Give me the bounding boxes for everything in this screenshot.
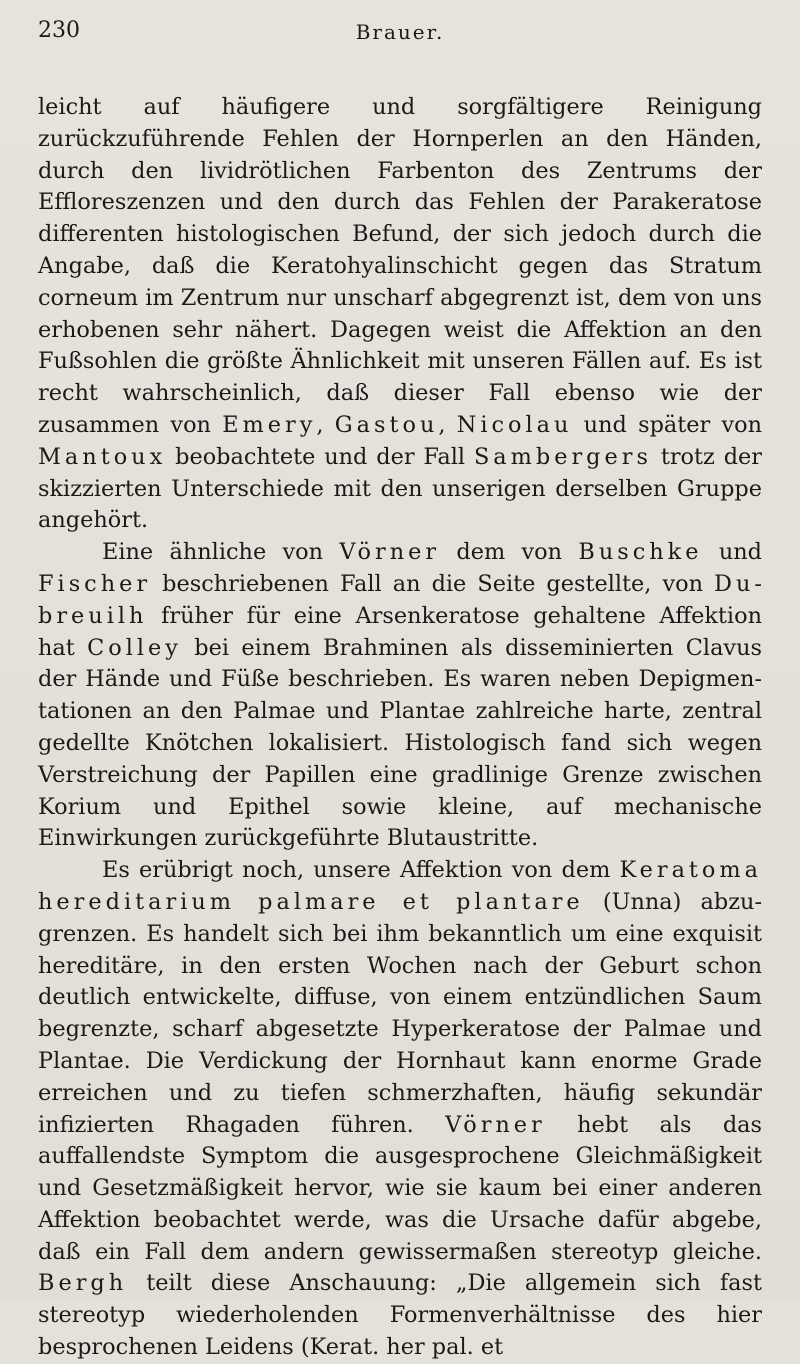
text-segment: beschriebenen Fall an die Seite gestellte, von <box>151 570 715 597</box>
page-number: 230 <box>38 18 80 43</box>
text-segment: , <box>316 411 335 438</box>
author-name-buschke: Buschke <box>578 539 703 566</box>
author-name-colley: Colley <box>87 634 182 661</box>
author-name-voerner: Vörner <box>445 1111 546 1138</box>
author-name-mantoux: Mantoux <box>38 443 167 470</box>
text-segment: , <box>438 411 457 438</box>
author-name-gastou: Gastou <box>334 411 439 438</box>
running-head: Brauer. <box>355 20 445 44</box>
text-segment: dem von <box>440 539 579 566</box>
text-segment: Es erübrigt noch, unsere Affektion von dem <box>102 857 620 884</box>
term-keratoma: Keratoma hereditarium palmare et plantare <box>38 857 762 915</box>
paragraph-3 <box>38 855 762 1364</box>
author-name-voerner: Vörner <box>339 539 441 566</box>
text-segment: und später von <box>572 411 762 438</box>
text-segment: leicht auf häufigere und sorgfältigere Reinigung zurückzuführende Fehlen der Hornperlen an den Händen, durch den lividrötlichen Farbenton des Zentrums der Effloreszenzen und den durch das Fehlen der Parakeratose differenten histologischen Befund, der sich jedoch durch die Angabe, daß die Keratohyalinschicht gegen das Stratum corneum im Zentrum nur unscharf abgegrenzt ist, dem von uns erhobenen sehr nähert. Dagegen weist die Affektion an den Fußsohlen die größte Ähnlichkeit mit unseren Fällen auf. Es ist recht wahrscheinlich, daß dieser Fall ebenso wie der zusammen von <box>38 94 762 438</box>
text-segment: früher für eine Arsenkeratose gehaltene Affektion hat <box>38 602 762 661</box>
body-text <box>38 92 762 1364</box>
author-name-dubreuilh: Dubreuilh <box>38 570 762 629</box>
text-segment: und <box>702 539 762 566</box>
author-name-nicolau: Nicolau <box>456 411 573 438</box>
paragraph-2 <box>38 537 762 855</box>
text-segment: hebt als das auffallendste Symptom die ausgesprochene Gleichmäßigkeit und Gesetzmäßigkeit hervor, wie sie kaum bei einer anderen Affektion beobachtet werde, was die Ursache dafür abgebe, daß ein Fall dem andern gewissermaßen stereotyp gleiche. <box>38 1111 762 1265</box>
text-segment: Eine ähnliche von <box>102 539 340 566</box>
text-segment: (Unna) abzugrenzen. Es handelt sich bei ihm bekanntlich um eine exquisit hereditäre, in den ersten Wochen nach der Geburt schon deutlich entwickelte, diffuse, von einem entzündlichen Saum begrenzte, scharf abgesetzte Hyperkeratose der Palmae und Plantae. Die Verdickung der Hornhaut kann enorme Grade erreichen und zu tiefen schmerzhaften, häufig sekundär infizierten Rhagaden führen. <box>38 888 763 1138</box>
text-segment: beobachtete und der Fall <box>166 443 474 470</box>
author-name-sambergers: Sambergers <box>473 443 652 470</box>
text-segment: bei einem Brahminen als disseminierten Clavus der Hände und Füße beschrieben. Es waren neben Depigmentationen an den Palmae und Plantae zahlreiche harte, zentral gedellte Knötchen lokalisiert. Histologisch fand sich wegen Verstreichung der Papillen eine gradlinige Grenze zwischen Korium und Epithel sowie kleine, auf mechanische Einwirkungen zurückgeführte Blutaustritte. <box>38 634 762 852</box>
text-segment: teilt diese Anschauung: „Die allgemein sich fast stereotyp wiederholenden Formenverhältnisse des hier besprochenen Leidens (Kerat. her pal. et <box>38 1270 762 1361</box>
paragraph-1 <box>38 92 762 537</box>
page-header <box>38 18 762 52</box>
author-name-bergh: Bergh <box>38 1270 128 1297</box>
text-segment: trotz der skizzierten Unterschiede mit den unserigen derselben Gruppe angehört. <box>38 443 762 534</box>
author-name-emery: Emery <box>222 411 317 438</box>
author-name-fischer: Fischer <box>38 570 152 597</box>
